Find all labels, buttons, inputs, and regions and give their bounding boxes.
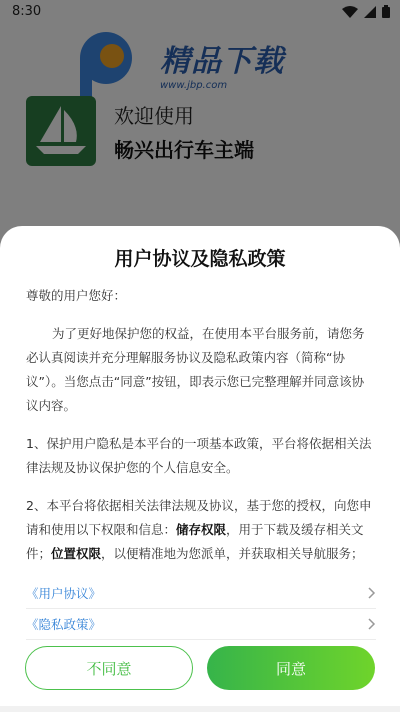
chevron-right-icon [368,618,376,630]
privacy-paragraph: 1、保护用户隐私是本平台的一项基本政策，平台将依据相关法律法规及协议保护您的个人信息安全。 [26,436,372,475]
divider [26,639,376,640]
navigation-bar [0,706,400,712]
disagree-button[interactable]: 不同意 [25,646,193,690]
privacy-policy-label: 《隐私政策》 [26,617,102,632]
chevron-right-icon [368,587,376,599]
permissions-paragraph [26,494,376,566]
agreement-content[interactable] [26,284,376,566]
storage-permission: 储存权限 [176,522,227,537]
user-agreement-label: 《用户协议》 [26,586,102,601]
greeting-text: 尊敬的用户您好： [26,288,127,303]
agreement-dialog [0,226,400,712]
permissions-text: 2、本平台将依据相关法律法规及协议，基于您的授权，向您申请和使用以下权限和信息： [26,498,372,537]
dialog-title: 用户协议及隐私政策 [114,248,286,270]
permissions-text: ，以便精准地为您派单，并获取相关导航服务； [101,546,364,561]
location-permission: 位置权限 [51,546,102,561]
agree-button[interactable]: 同意 [207,646,375,690]
privacy-policy-link[interactable] [26,609,376,639]
user-agreement-link[interactable] [26,578,376,608]
intro-paragraph: 为了更好地保护您的权益，在使用本平台服务前，请您务必认真阅读并充分理解服务协议及隐私政策内容（简称“协议”）。当您点击“同意”按钮，即表示您已完整理解并同意该协议内容。 [26,326,365,413]
permissions-text: ，用于下载及缓存相关文件； [26,522,364,561]
